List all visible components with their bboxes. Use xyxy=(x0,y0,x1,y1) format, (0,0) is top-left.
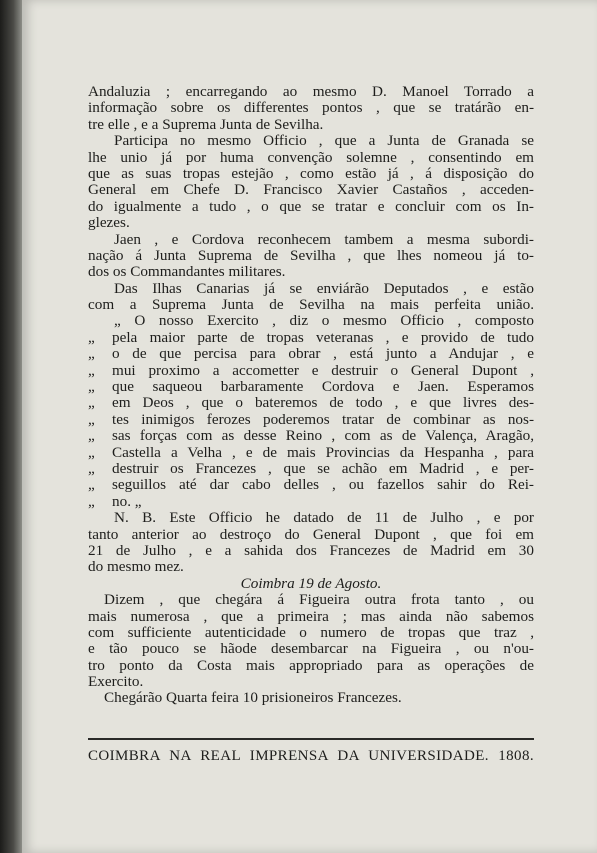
line-text: o de que percisa para obrar , está junto a Andujar , e xyxy=(112,346,534,363)
book-spine-shadow xyxy=(0,0,22,853)
quoted-line xyxy=(88,445,534,461)
quoted-line xyxy=(88,477,534,493)
quote-mark: „ xyxy=(88,346,95,363)
text-line: Chegárão Quarta feira 10 prisioneiros Francezes. xyxy=(104,690,402,707)
text-line: Dizem , que chegára á Figueira outra frota tanto , ou xyxy=(104,592,534,609)
text-line: General em Chefe D. Francisco Xavier Castaños , acceden- xyxy=(88,182,534,199)
quoted-line xyxy=(88,395,534,411)
body-text xyxy=(88,84,534,707)
text-line: tre elle , e a Suprema Junta de Sevilha. xyxy=(88,116,324,133)
text-line: tanto anterior ao destroço do General Dupont , que foi em xyxy=(88,526,534,543)
dateline: Coimbra 19 de Agosto. xyxy=(240,575,382,592)
quoted-line xyxy=(88,461,534,477)
line-text: Castella a Velha , e de mais Provincias da Hespanha , para xyxy=(112,444,534,461)
line-text: tes inimigos ferozes poderemos tratar de combinar as nos- xyxy=(112,411,534,428)
quoted-line xyxy=(88,412,534,428)
text-line: mais numerosa , que a primeira ; mas ainda não sabemos xyxy=(88,608,534,625)
quote-mark: „ xyxy=(88,362,95,379)
text-line: dos os Commandantes militares. xyxy=(88,264,286,281)
text-line: Exercito. xyxy=(88,674,144,691)
text-line: glezes. xyxy=(88,215,130,232)
quoted-line xyxy=(88,494,534,510)
text-line: Das Ilhas Canarias já se enviárão Deputados , e estão xyxy=(114,280,534,297)
quoted-line: „ O nosso Exercito , diz o mesmo Officio , composto xyxy=(114,313,534,330)
line-text: que saqueou barbaramente Cordova e Jaen. Esperamos xyxy=(112,379,534,396)
quoted-line xyxy=(88,428,534,444)
line-text: destruir os Francezes , que se achão em Madrid , e per- xyxy=(112,460,534,477)
quoted-line xyxy=(88,379,534,395)
quote-mark: „ xyxy=(88,477,95,494)
text-line: 21 de Julho , e a sahida dos Francezes de Madrid em 30 xyxy=(88,542,534,559)
quote-mark: „ xyxy=(88,428,95,445)
text-line: do igualmente a tudo , o que se tratar e concluir com os In- xyxy=(88,198,534,215)
line-text: seguillos até dar cabo delles , ou fazellos sahir do Rei- xyxy=(112,477,534,494)
text-line: nação á Junta Suprema de Sevilha , que lhes nomeou já to- xyxy=(88,247,534,264)
line-text: mui proximo a accometter e destruir o General Dupont , xyxy=(112,362,534,379)
imprint-line: COIMBRA NA REAL IMPRENSA DA UNIVERSIDADE. 1808. xyxy=(88,748,534,764)
quote-mark: „ xyxy=(88,329,95,346)
quote-mark: „ xyxy=(88,379,95,396)
text-line: com a Suprema Junta de Sevilha na mais perfeita união. xyxy=(88,297,534,314)
quoted-line xyxy=(88,346,534,362)
text-line: e tão pouco se hãode desembarcar na Figueira , ou n'ou- xyxy=(88,641,534,658)
line-text: sas forças com as desse Reino , com as de Valença, Aragão, xyxy=(112,428,534,445)
text-line: N. B. Este Officio he datado de 11 de Julho , e por xyxy=(114,510,534,527)
quoted-line xyxy=(88,330,534,346)
text-line: do mesmo mez. xyxy=(88,559,184,576)
quote-mark: „ xyxy=(88,444,95,461)
text-line: informação sobre os differentes pontos , que se tratárão en- xyxy=(88,100,534,117)
line-text: no. „ xyxy=(112,493,142,510)
text-line: Andaluzia ; encarregando ao mesmo D. Manoel Torrado a xyxy=(88,84,534,100)
quote-mark: „ xyxy=(88,493,95,510)
line-text: em Deos , que o bateremos de todo , e que livres des- xyxy=(112,395,534,412)
imprint-rule xyxy=(88,738,534,740)
text-line: lhe unio já por huma convenção solemne , consentindo em xyxy=(88,149,534,166)
text-line: com sufficiente autenticidade o numero de tropas que traz , xyxy=(88,624,534,641)
text-line: tro ponto da Costa mais appropriado para as operações de xyxy=(88,657,534,674)
text-line: Participa no mesmo Officio , que a Junta de Granada se xyxy=(114,133,534,150)
quote-mark: „ xyxy=(88,395,95,412)
text-line: que as suas tropas estejão , como estão já , á disposição do xyxy=(88,165,534,182)
quote-mark: „ xyxy=(88,411,95,428)
quote-mark: „ xyxy=(88,460,95,477)
text-line: Jaen , e Cordova reconhecem tambem a mesma subordi- xyxy=(114,231,534,248)
quoted-line xyxy=(88,363,534,379)
line-text: pela maior parte de tropas veteranas , e provido de tudo xyxy=(112,329,534,346)
